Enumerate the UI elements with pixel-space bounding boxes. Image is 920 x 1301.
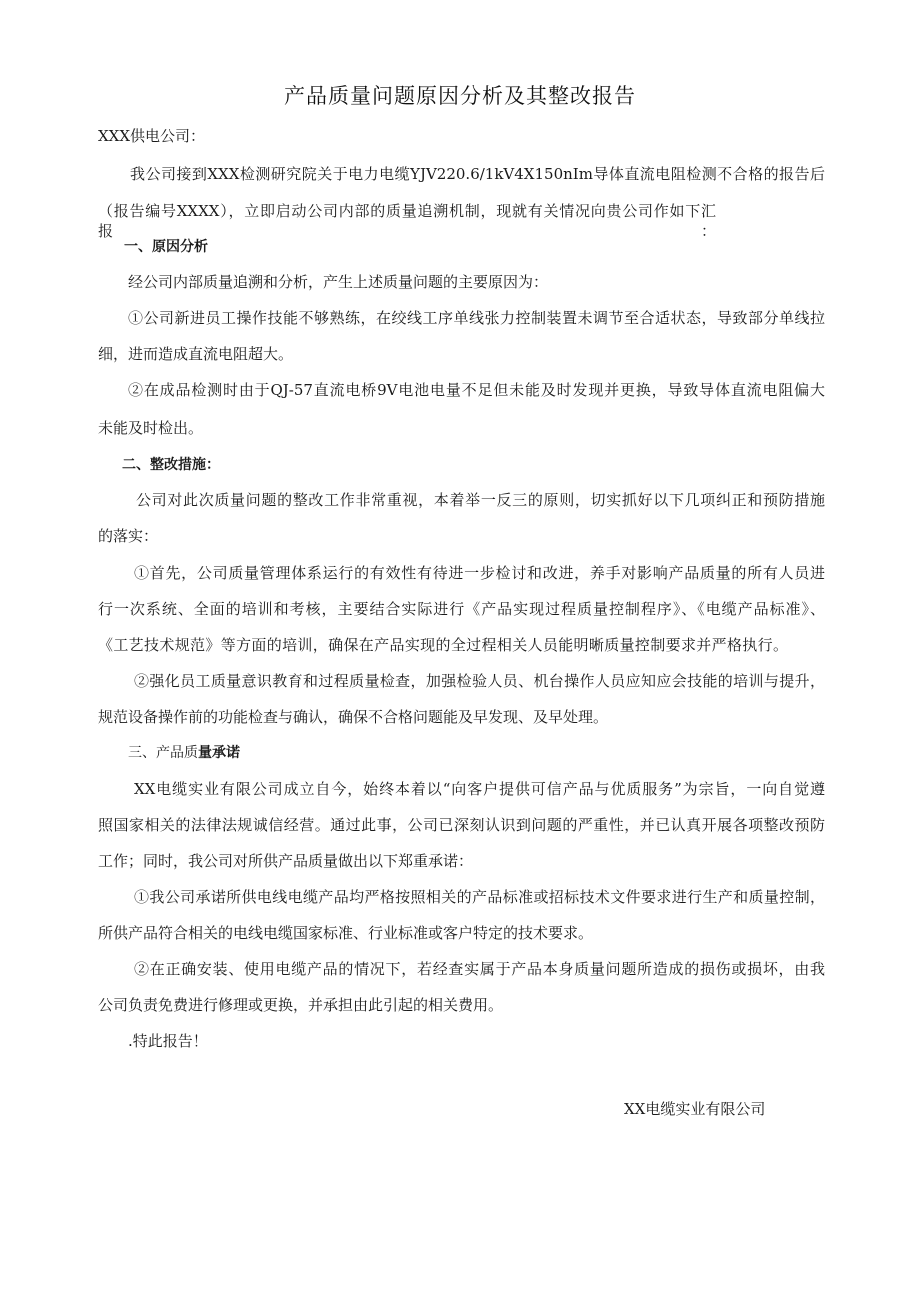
page-title: 产品质量问题原因分析及其整改报告 bbox=[284, 84, 636, 108]
intro-line-2: （报告编号XXXX），立即启动公司内部的质量追溯机制，现就有关情况向贵公司作如下汇报： bbox=[98, 202, 716, 240]
section-heading-measures: 二、整改措施： bbox=[122, 457, 220, 473]
measures-lead-line-2: 的落实： bbox=[98, 527, 159, 545]
signature-company: XX电缆实业有限公司 bbox=[624, 1100, 766, 1118]
cause-item-1-line-1: ①公司新进员工操作技能不够熟练，在绞线工序单线张力控制装置未调节至合适状态，导致部分单线拉 bbox=[128, 309, 825, 327]
measures-item-1-line-3: 《工艺技术规范》等方面的培训，确保在产品实现的全过程相关人员能明晰质量控制要求并严格执行。 bbox=[98, 636, 788, 654]
commitment-item-1-line-1: ①我公司承诺所供电线电缆产品均严格按照相关的产品标准或招标技术文件要求进行生产和质量控制， bbox=[134, 888, 825, 906]
section-heading-commitment bbox=[128, 743, 240, 763]
section-heading-cause: 一、原因分析 bbox=[124, 239, 208, 255]
measures-item-2-line-1: ②强化员工质量意识教育和过程质量检查，加强检验人员、机台操作人员应知应会技能的培训与提升， bbox=[134, 672, 825, 690]
commitment-lead-line-2: 照国家相关的法律法规诚信经营。通过此事，公司已深刻认识到问题的严重性，并已认真开展各项整改预防 bbox=[98, 816, 825, 834]
commitment-heading-plain: 三、产品质 bbox=[128, 745, 198, 761]
commitment-heading-bold: 量承诺 bbox=[198, 745, 240, 761]
measures-item-1-line-2: 行一次系统、全面的培训和考核，主要结合实际进行《产品实现过程质量控制程序》、《电缆产品标准》、 bbox=[98, 600, 825, 618]
cause-lead: 经公司内部质量追溯和分析，产生上述质量问题的主要原因为： bbox=[128, 273, 549, 291]
measures-item-1-line-1: ①首先，公司质量管理体系运行的有效性有待进一步检讨和改进，养手对影响产品质量的所有人员进 bbox=[134, 564, 825, 582]
measures-item-2-line-2: 规范设备操作前的功能检查与确认，确保不合格问题能及早发现、及早处理。 bbox=[98, 708, 609, 726]
commitment-item-2-line-2: 公司负责免费进行修理或更换，并承担由此引起的相关费用。 bbox=[98, 996, 504, 1014]
closing-remark: .特此报告！ bbox=[128, 1032, 208, 1050]
commitment-lead-line-1: XX电缆实业有限公司成立自今，始终本着以“向客户提供可信产品与优质服务”为宗旨，一向自觉遵 bbox=[134, 780, 825, 798]
salutation: XXX供电公司： bbox=[98, 127, 206, 145]
cause-item-1-line-2: 细，进而造成直流电阻超大。 bbox=[98, 345, 294, 363]
measures-lead-line-1: 公司对此次质量问题的整改工作非常重视，本着举一反三的原则，切实抓好以下几项纠正和预防措施 bbox=[136, 491, 825, 509]
cause-item-2-line-2: 未能及时检出。 bbox=[98, 419, 204, 437]
cause-item-2-line-1: ②在成品检测时由于QJ-57直流电桥9V电池电量不足但未能及时发现并更换，导致导体直流电阻偏大 bbox=[128, 381, 825, 399]
commitment-item-1-line-2: 所供产品符合相关的电线电缆国家标准、行业标准或客户特定的技术要求。 bbox=[98, 924, 594, 942]
commitment-item-2-line-1: ②在正确安装、使用电缆产品的情况下，若经查实属于产品本身质量问题所造成的损伤或损坏，由我 bbox=[134, 960, 825, 978]
commitment-lead-line-3: 工作；同时，我公司对所供产品质量做出以下郑重承诺： bbox=[98, 852, 474, 870]
intro-line-1: 我公司接到XXX检测研究院关于电力电缆YJV220.6/1kV4X150nIm导体直流电阻检测不合格的报告后 bbox=[130, 165, 825, 183]
